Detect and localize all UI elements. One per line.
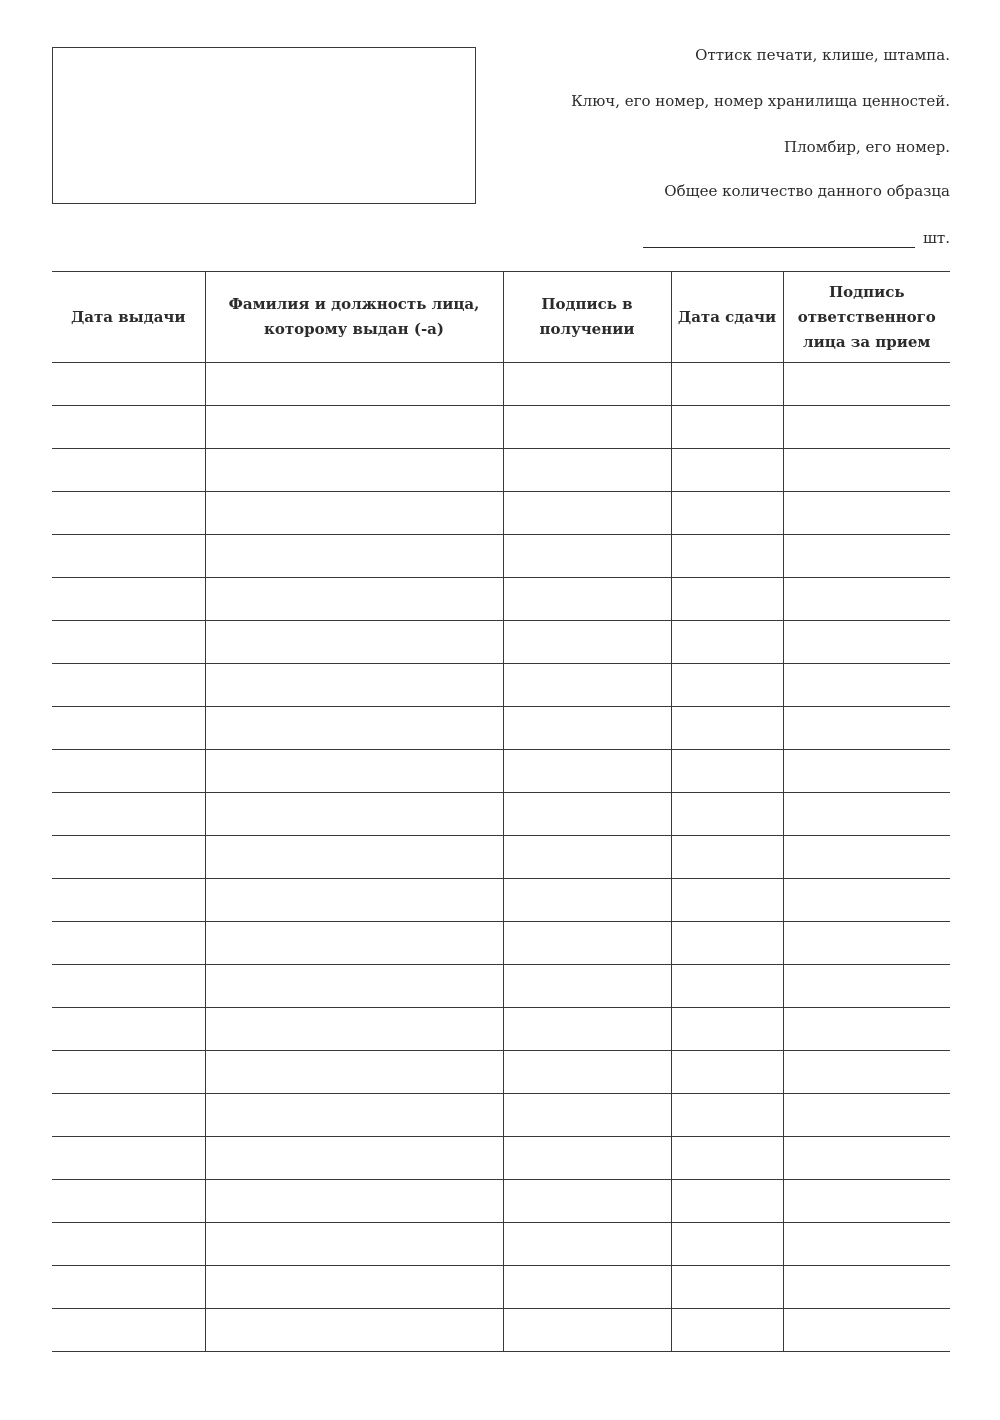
cell-acceptance-signature[interactable]	[783, 578, 950, 621]
cell-recipient[interactable]	[205, 707, 503, 750]
cell-return-date[interactable]	[671, 1180, 783, 1223]
cell-return-date[interactable]	[671, 793, 783, 836]
cell-recipient[interactable]	[205, 535, 503, 578]
cell-recipient[interactable]	[205, 1223, 503, 1266]
cell-issue-date[interactable]	[52, 1051, 205, 1094]
cell-recipient[interactable]	[205, 664, 503, 707]
cell-recipient[interactable]	[205, 1094, 503, 1137]
table-row	[52, 793, 950, 836]
cell-acceptance-signature[interactable]	[783, 449, 950, 492]
cell-recipient[interactable]	[205, 406, 503, 449]
cell-receipt-signature[interactable]	[503, 1180, 671, 1223]
cell-issue-date[interactable]	[52, 1223, 205, 1266]
cell-issue-date[interactable]	[52, 1266, 205, 1309]
cell-issue-date[interactable]	[52, 449, 205, 492]
cell-recipient[interactable]	[205, 621, 503, 664]
cell-issue-date[interactable]	[52, 1137, 205, 1180]
cell-return-date[interactable]	[671, 1094, 783, 1137]
cell-receipt-signature[interactable]	[503, 1051, 671, 1094]
cell-receipt-signature[interactable]	[503, 1266, 671, 1309]
cell-acceptance-signature[interactable]	[783, 1008, 950, 1051]
cell-receipt-signature[interactable]	[503, 707, 671, 750]
cell-recipient[interactable]	[205, 1051, 503, 1094]
cell-acceptance-signature[interactable]	[783, 492, 950, 535]
cell-acceptance-signature[interactable]	[783, 750, 950, 793]
table-body	[52, 363, 950, 1352]
cell-recipient[interactable]	[205, 1137, 503, 1180]
cell-receipt-signature[interactable]	[503, 879, 671, 922]
cell-acceptance-signature[interactable]	[783, 1266, 950, 1309]
cell-receipt-signature[interactable]	[503, 578, 671, 621]
cell-acceptance-signature[interactable]	[783, 535, 950, 578]
table-row	[52, 535, 950, 578]
cell-acceptance-signature[interactable]	[783, 1137, 950, 1180]
cell-receipt-signature[interactable]	[503, 793, 671, 836]
table-row	[52, 1008, 950, 1051]
cell-return-date[interactable]	[671, 922, 783, 965]
cell-receipt-signature[interactable]	[503, 1094, 671, 1137]
table-row	[52, 1094, 950, 1137]
table-header-row	[52, 272, 950, 363]
cell-return-date[interactable]	[671, 1309, 783, 1352]
cell-issue-date[interactable]	[52, 621, 205, 664]
cell-receipt-signature[interactable]	[503, 922, 671, 965]
cell-receipt-signature[interactable]	[503, 965, 671, 1008]
cell-receipt-signature[interactable]	[503, 406, 671, 449]
cell-issue-date[interactable]	[52, 707, 205, 750]
cell-receipt-signature[interactable]	[503, 621, 671, 664]
cell-acceptance-signature[interactable]	[783, 836, 950, 879]
cell-return-date[interactable]	[671, 750, 783, 793]
cell-return-date[interactable]	[671, 492, 783, 535]
cell-return-date[interactable]	[671, 363, 783, 406]
table-row	[52, 836, 950, 879]
cell-acceptance-signature[interactable]	[783, 1223, 950, 1266]
cell-receipt-signature[interactable]	[503, 750, 671, 793]
table-row	[52, 1137, 950, 1180]
cell-receipt-signature[interactable]	[503, 836, 671, 879]
table-row	[52, 1223, 950, 1266]
cell-recipient[interactable]	[205, 922, 503, 965]
cell-recipient[interactable]	[205, 750, 503, 793]
cell-acceptance-signature[interactable]	[783, 879, 950, 922]
cell-recipient[interactable]	[205, 1008, 503, 1051]
cell-receipt-signature[interactable]	[503, 535, 671, 578]
cell-receipt-signature[interactable]	[503, 1008, 671, 1051]
cell-receipt-signature[interactable]	[503, 1223, 671, 1266]
table-row	[52, 750, 950, 793]
cell-issue-date[interactable]	[52, 1008, 205, 1051]
quantity-blank-field[interactable]	[643, 231, 915, 248]
cell-issue-date[interactable]	[52, 1309, 205, 1352]
quantity-row	[643, 226, 950, 248]
cell-recipient[interactable]	[205, 836, 503, 879]
cell-issue-date[interactable]	[52, 965, 205, 1008]
cell-issue-date[interactable]	[52, 922, 205, 965]
cell-recipient[interactable]	[205, 793, 503, 836]
table-row	[52, 621, 950, 664]
table-row	[52, 922, 950, 965]
cell-return-date[interactable]	[671, 664, 783, 707]
cell-acceptance-signature[interactable]	[783, 1180, 950, 1223]
header-line-seal: Пломбир, его номер.	[784, 138, 950, 156]
cell-return-date[interactable]	[671, 578, 783, 621]
header-line-total-quantity: Общее количество данного образца	[664, 182, 950, 200]
cell-acceptance-signature[interactable]	[783, 1309, 950, 1352]
cell-issue-date[interactable]	[52, 836, 205, 879]
column-header-recipient-name-position: Фамилия и должность лица, которому выдан (-а)	[205, 272, 503, 363]
cell-recipient[interactable]	[205, 578, 503, 621]
cell-return-date[interactable]	[671, 879, 783, 922]
table-row	[52, 1180, 950, 1223]
cell-receipt-signature[interactable]	[503, 492, 671, 535]
cell-recipient[interactable]	[205, 1309, 503, 1352]
cell-issue-date[interactable]	[52, 750, 205, 793]
cell-issue-date[interactable]	[52, 1180, 205, 1223]
cell-return-date[interactable]	[671, 836, 783, 879]
cell-issue-date[interactable]	[52, 793, 205, 836]
cell-return-date[interactable]	[671, 621, 783, 664]
table-row	[52, 1309, 950, 1352]
cell-acceptance-signature[interactable]	[783, 664, 950, 707]
cell-recipient[interactable]	[205, 1180, 503, 1223]
stamp-impression-box	[52, 47, 476, 204]
table-row	[52, 664, 950, 707]
cell-return-date[interactable]	[671, 535, 783, 578]
cell-issue-date[interactable]	[52, 664, 205, 707]
cell-acceptance-signature[interactable]	[783, 406, 950, 449]
cell-receipt-signature[interactable]	[503, 363, 671, 406]
table-row	[52, 707, 950, 750]
cell-return-date[interactable]	[671, 1008, 783, 1051]
cell-receipt-signature[interactable]	[503, 1137, 671, 1180]
cell-receipt-signature[interactable]	[503, 664, 671, 707]
column-header-return-date: Дата сдачи	[671, 272, 783, 363]
column-header-issue-date: Дата выдачи	[52, 272, 205, 363]
table-row	[52, 965, 950, 1008]
cell-return-date[interactable]	[671, 1137, 783, 1180]
table-row	[52, 578, 950, 621]
table-row	[52, 406, 950, 449]
cell-issue-date[interactable]	[52, 492, 205, 535]
cell-return-date[interactable]	[671, 1051, 783, 1094]
cell-issue-date[interactable]	[52, 406, 205, 449]
cell-return-date[interactable]	[671, 1266, 783, 1309]
cell-recipient[interactable]	[205, 492, 503, 535]
cell-acceptance-signature[interactable]	[783, 363, 950, 406]
header-line-key: Ключ, его номер, номер хранилища ценностей.	[571, 92, 950, 110]
cell-return-date[interactable]	[671, 1223, 783, 1266]
cell-acceptance-signature[interactable]	[783, 707, 950, 750]
cell-recipient[interactable]	[205, 1266, 503, 1309]
cell-issue-date[interactable]	[52, 363, 205, 406]
cell-receipt-signature[interactable]	[503, 449, 671, 492]
table-row	[52, 449, 950, 492]
cell-issue-date[interactable]	[52, 578, 205, 621]
cell-receipt-signature[interactable]	[503, 1309, 671, 1352]
cell-return-date[interactable]	[671, 707, 783, 750]
cell-recipient[interactable]	[205, 363, 503, 406]
cell-issue-date[interactable]	[52, 535, 205, 578]
table-row	[52, 1266, 950, 1309]
cell-return-date[interactable]	[671, 449, 783, 492]
cell-acceptance-signature[interactable]	[783, 1051, 950, 1094]
cell-acceptance-signature[interactable]	[783, 621, 950, 664]
table-row	[52, 363, 950, 406]
column-header-acceptance-signature: Подпись ответственного лица за прием	[783, 272, 950, 363]
cell-issue-date[interactable]	[52, 1094, 205, 1137]
issue-journal-table	[52, 271, 950, 1352]
table-row	[52, 1051, 950, 1094]
cell-recipient[interactable]	[205, 449, 503, 492]
quantity-unit: шт.	[922, 229, 950, 247]
cell-acceptance-signature[interactable]	[783, 793, 950, 836]
cell-issue-date[interactable]	[52, 879, 205, 922]
cell-return-date[interactable]	[671, 406, 783, 449]
cell-acceptance-signature[interactable]	[783, 922, 950, 965]
table-row	[52, 492, 950, 535]
header-line-stamp: Оттиск печати, клише, штампа.	[695, 46, 950, 64]
cell-acceptance-signature[interactable]	[783, 965, 950, 1008]
cell-recipient[interactable]	[205, 879, 503, 922]
cell-acceptance-signature[interactable]	[783, 1094, 950, 1137]
cell-return-date[interactable]	[671, 965, 783, 1008]
table-row	[52, 879, 950, 922]
column-header-receipt-signature: Подпись в получении	[503, 272, 671, 363]
cell-recipient[interactable]	[205, 965, 503, 1008]
